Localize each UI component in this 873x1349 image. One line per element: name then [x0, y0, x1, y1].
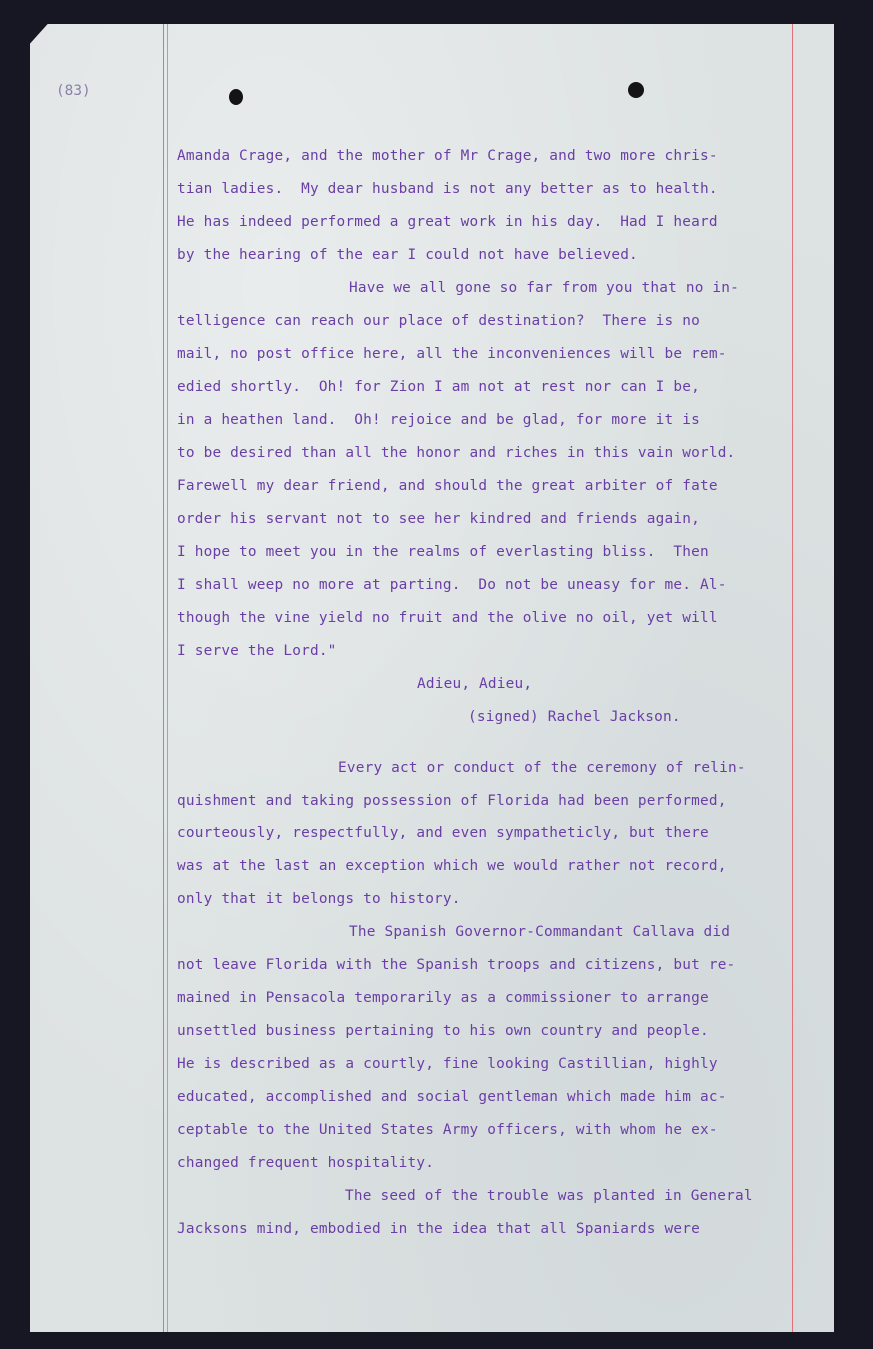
- text-line: courteously, respectfully, and even sympatheticly, but there: [177, 825, 709, 841]
- text-line: I hope to meet you in the realms of everlasting bliss. Then: [177, 544, 709, 560]
- text-line: Amanda Crage, and the mother of Mr Crage, and two more chris-: [177, 148, 718, 164]
- text-line: to be desired than all the honor and riches in this vain world.: [177, 445, 736, 461]
- text-line: mail, no post office here, all the inconveniences will be rem-: [177, 346, 727, 362]
- text-line: I shall weep no more at parting. Do not be uneasy for me. Al-: [177, 577, 727, 593]
- text-line: though the vine yield no fruit and the olive no oil, yet will: [177, 610, 718, 626]
- right-margin-rule: [792, 24, 793, 1332]
- text-line: Have we all gone so far from you that no in-: [349, 280, 740, 296]
- text-line: Jacksons mind, embodied in the idea that all Spaniards were: [177, 1221, 700, 1237]
- text-line: mained in Pensacola temporarily as a commissioner to arrange: [177, 990, 709, 1006]
- left-margin-rule-inner: [167, 24, 168, 1332]
- punch-hole: [628, 82, 644, 98]
- text-line: tian ladies. My dear husband is not any better as to health.: [177, 181, 718, 197]
- closing-salutation: Adieu, Adieu,: [417, 676, 533, 692]
- text-line: only that it belongs to history.: [177, 891, 461, 907]
- page-number: (83): [56, 83, 91, 99]
- text-line: changed frequent hospitality.: [177, 1155, 435, 1171]
- left-margin-rule: [163, 24, 164, 1332]
- text-line: He has indeed performed a great work in his day. Had I heard: [177, 214, 718, 230]
- text-line: The seed of the trouble was planted in General: [345, 1188, 753, 1204]
- text-line: was at the last an exception which we would rather not record,: [177, 858, 727, 874]
- punch-hole: [229, 89, 243, 105]
- signature-line: (signed) Rachel Jackson.: [468, 709, 681, 725]
- text-line: edied shortly. Oh! for Zion I am not at rest nor can I be,: [177, 379, 700, 395]
- text-line: ceptable to the United States Army officers, with whom he ex-: [177, 1122, 718, 1138]
- text-line: Farewell my dear friend, and should the great arbiter of fate: [177, 478, 718, 494]
- text-line: The Spanish Governor-Commandant Callava did: [349, 924, 731, 940]
- text-line: I serve the Lord.": [177, 643, 337, 659]
- text-line: telligence can reach our place of destination? There is no: [177, 313, 700, 329]
- text-line: by the hearing of the ear I could not have believed.: [177, 247, 638, 263]
- text-line: quishment and taking possession of Florida had been performed,: [177, 793, 727, 809]
- text-line: Every act or conduct of the ceremony of relin-: [338, 760, 746, 776]
- text-line: educated, accomplished and social gentleman which made him ac-: [177, 1089, 727, 1105]
- text-line: in a heathen land. Oh! rejoice and be glad, for more it is: [177, 412, 700, 428]
- text-line: order his servant not to see her kindred and friends again,: [177, 511, 700, 527]
- text-line: not leave Florida with the Spanish troops and citizens, but re-: [177, 957, 736, 973]
- text-line: unsettled business pertaining to his own country and people.: [177, 1023, 709, 1039]
- text-line: He is described as a courtly, fine looking Castillian, highly: [177, 1056, 718, 1072]
